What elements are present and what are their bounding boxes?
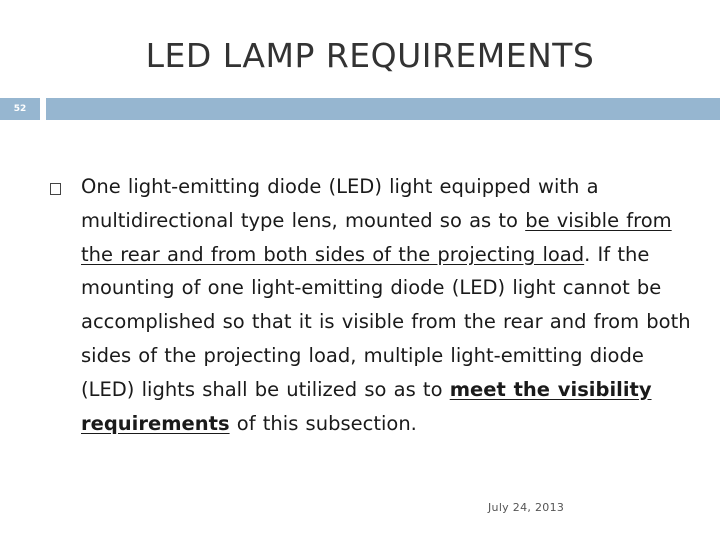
text-segment: of this subsection. xyxy=(229,411,417,435)
underlined-phrase: be visible from the rear and from both sides of the projecting load xyxy=(81,208,672,266)
bold-phrase: meet the visibility requirements xyxy=(81,377,652,435)
slide-date: July 24, 2013 xyxy=(488,501,565,514)
text-segment: . If the mounting of one light-emitting diode (LED) light cannot be accomplished so that it is visible from the rear and from both sides of the projecting load, multiple light-emitting diode (LED) lights shall be utilized so as to xyxy=(81,242,691,401)
slide-title: LED LAMP REQUIREMENTS xyxy=(145,36,595,75)
header-rule xyxy=(46,98,720,120)
bullet-text xyxy=(81,170,691,440)
text-segment: One light-emitting diode (LED) light equipped with a multidirectional type lens, mounted so as to xyxy=(81,175,599,232)
slide-number: 52 xyxy=(0,98,40,120)
square-bullet-icon xyxy=(50,183,61,195)
